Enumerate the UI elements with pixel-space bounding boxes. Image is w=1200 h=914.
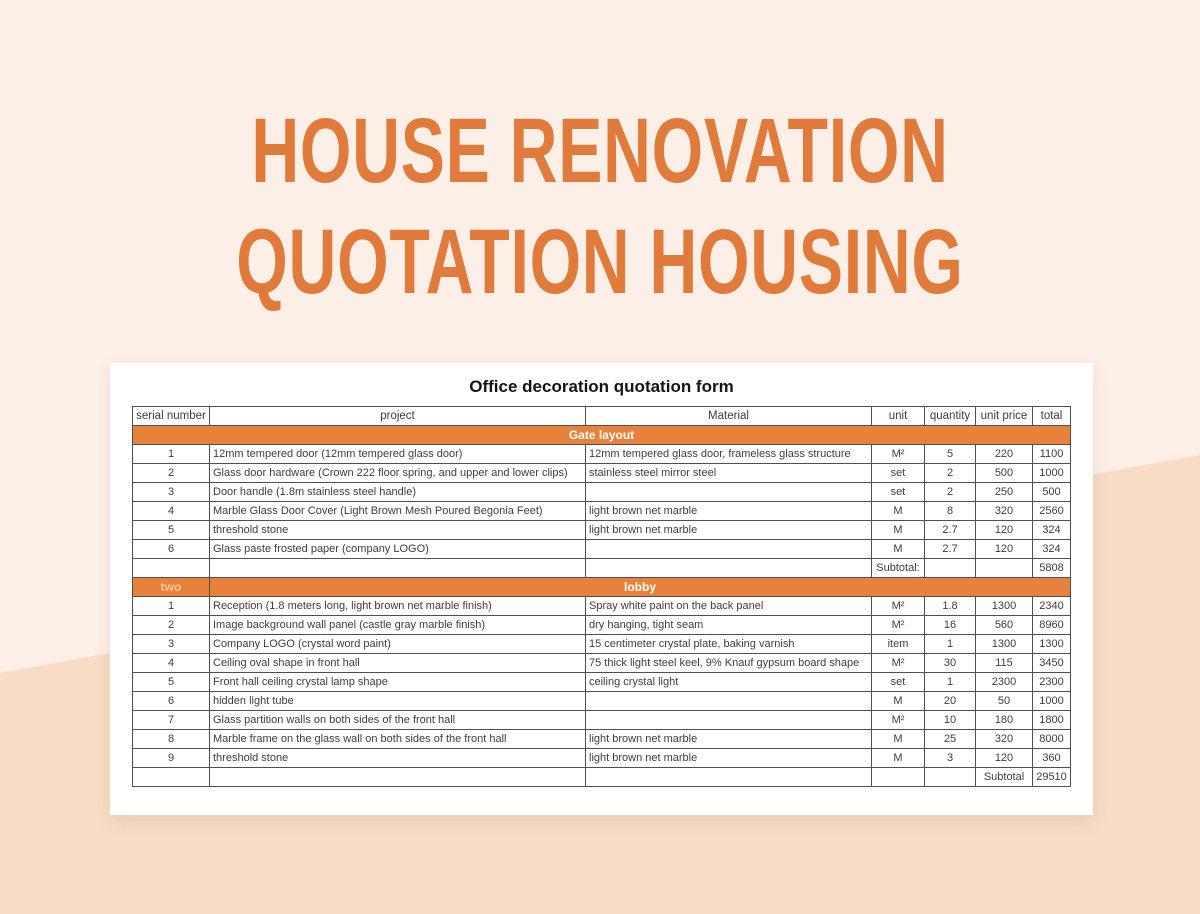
cell-qty <box>925 768 976 787</box>
item-row <box>133 502 1071 521</box>
cell-serial: 4 <box>133 502 210 521</box>
cell-total: 1100 <box>1033 445 1071 464</box>
cell-price: 320 <box>976 730 1033 749</box>
cell-price: 120 <box>976 521 1033 540</box>
cell-total: 2340 <box>1033 597 1071 616</box>
cell-total: 8960 <box>1033 616 1071 635</box>
cell-project <box>210 559 586 578</box>
cell-serial: 4 <box>133 654 210 673</box>
cell-project: threshold stone <box>210 749 586 768</box>
cell-total: 2560 <box>1033 502 1071 521</box>
cell-serial: 5 <box>133 521 210 540</box>
item-row <box>133 521 1071 540</box>
cell-material <box>586 692 872 711</box>
cell-qty: 3 <box>925 749 976 768</box>
cell-total: 500 <box>1033 483 1071 502</box>
table-header-row <box>133 407 1071 426</box>
cell-total: 1000 <box>1033 464 1071 483</box>
cell-project: Door handle (1.8m stainless steel handle) <box>210 483 586 502</box>
column-header-quantity: quantity <box>925 407 976 426</box>
column-header-unit: unit <box>872 407 925 426</box>
cell-material <box>586 559 872 578</box>
cell-material: Spray white paint on the back panel <box>586 597 872 616</box>
cell-material <box>586 711 872 730</box>
section-band-row <box>133 426 1071 445</box>
cell-unit: set <box>872 483 925 502</box>
page-title-line-2: QUOTATION HOUSING <box>236 211 964 313</box>
cell-price: 320 <box>976 502 1033 521</box>
cell-unit: M² <box>872 711 925 730</box>
subtotal-row <box>133 559 1071 578</box>
cell-serial: 1 <box>133 445 210 464</box>
cell-project: threshold stone <box>210 521 586 540</box>
item-row <box>133 597 1071 616</box>
cell-unit: M <box>872 521 925 540</box>
cell-material: 12mm tempered glass door, frameless glass structure <box>586 445 872 464</box>
cell-total: 29510 <box>1033 768 1071 787</box>
cell-material <box>586 540 872 559</box>
section-serial-label: two <box>133 578 210 597</box>
cell-material: light brown net marble <box>586 749 872 768</box>
cell-unit: M² <box>872 616 925 635</box>
cell-serial: 2 <box>133 464 210 483</box>
cell-unit: M <box>872 749 925 768</box>
cell-qty: 8 <box>925 502 976 521</box>
column-header-serial-number: serial number <box>133 407 210 426</box>
cell-serial: 3 <box>133 635 210 654</box>
cell-serial: 2 <box>133 616 210 635</box>
cell-qty: 1 <box>925 673 976 692</box>
cell-unit: M <box>872 730 925 749</box>
cell-price: 120 <box>976 540 1033 559</box>
item-row <box>133 616 1071 635</box>
cell-project: Glass paste frosted paper (company LOGO) <box>210 540 586 559</box>
cell-total: 360 <box>1033 749 1071 768</box>
item-row <box>133 711 1071 730</box>
quotation-card <box>110 363 1093 815</box>
cell-project: Front hall ceiling crystal lamp shape <box>210 673 586 692</box>
cell-price: 1300 <box>976 597 1033 616</box>
cell-price: 120 <box>976 749 1033 768</box>
cell-serial: 8 <box>133 730 210 749</box>
cell-qty: 16 <box>925 616 976 635</box>
section-title: Gate layout <box>133 426 1071 445</box>
page-title <box>0 0 1200 318</box>
cell-total: 2300 <box>1033 673 1071 692</box>
cell-qty: 25 <box>925 730 976 749</box>
subtotal-row <box>133 768 1071 787</box>
cell-total: 324 <box>1033 540 1071 559</box>
table-title: Office decoration quotation form <box>469 377 734 396</box>
cell-price: 220 <box>976 445 1033 464</box>
item-row <box>133 635 1071 654</box>
cell-total: 1800 <box>1033 711 1071 730</box>
cell-qty: 2.7 <box>925 521 976 540</box>
cell-material: stainless steel mirror steel <box>586 464 872 483</box>
cell-material: dry hanging, tight seam <box>586 616 872 635</box>
cell-project: Glass partition walls on both sides of the front hall <box>210 711 586 730</box>
cell-serial: 7 <box>133 711 210 730</box>
cell-price: 115 <box>976 654 1033 673</box>
cell-material <box>586 483 872 502</box>
cell-material <box>586 768 872 787</box>
cell-qty: 20 <box>925 692 976 711</box>
cell-project: Glass door hardware (Crown 222 floor spring, and upper and lower clips) <box>210 464 586 483</box>
cell-price: Subtotal <box>976 768 1033 787</box>
cell-serial: 6 <box>133 692 210 711</box>
cell-material: ceiling crystal light <box>586 673 872 692</box>
section-title: lobby <box>210 578 1071 597</box>
cell-material: light brown net marble <box>586 730 872 749</box>
item-row <box>133 464 1071 483</box>
cell-unit: M <box>872 692 925 711</box>
column-header-material: Material <box>586 407 872 426</box>
item-row <box>133 730 1071 749</box>
cell-qty: 5 <box>925 445 976 464</box>
cell-project: Marble frame on the glass wall on both sides of the front hall <box>210 730 586 749</box>
cell-material: light brown net marble <box>586 521 872 540</box>
cell-material: 75 thick light steel keel, 9% Knauf gypsum board shape <box>586 654 872 673</box>
cell-project: Ceiling oval shape in front hall <box>210 654 586 673</box>
cell-serial: 5 <box>133 673 210 692</box>
cell-unit: set <box>872 673 925 692</box>
cell-serial <box>133 559 210 578</box>
cell-unit: item <box>872 635 925 654</box>
cell-qty: 2 <box>925 483 976 502</box>
cell-project: hidden light tube <box>210 692 586 711</box>
cell-total: 1000 <box>1033 692 1071 711</box>
cell-price: 180 <box>976 711 1033 730</box>
cell-project: Image background wall panel (castle gray marble finish) <box>210 616 586 635</box>
cell-price: 1300 <box>976 635 1033 654</box>
column-header-unit-price: unit price <box>976 407 1033 426</box>
cell-project <box>210 768 586 787</box>
column-header-total: total <box>1033 407 1071 426</box>
cell-qty: 10 <box>925 711 976 730</box>
cell-material: 15 centimeter crystal plate, baking varnish <box>586 635 872 654</box>
item-row <box>133 654 1071 673</box>
cell-total: 324 <box>1033 521 1071 540</box>
cell-total: 8000 <box>1033 730 1071 749</box>
cell-serial: 1 <box>133 597 210 616</box>
item-row <box>133 673 1071 692</box>
cell-unit: M <box>872 540 925 559</box>
cell-price <box>976 559 1033 578</box>
cell-total: 5808 <box>1033 559 1071 578</box>
cell-qty: 1 <box>925 635 976 654</box>
item-row <box>133 540 1071 559</box>
cell-unit: M² <box>872 654 925 673</box>
page-title-line-1: HOUSE RENOVATION <box>251 100 949 202</box>
cell-price: 50 <box>976 692 1033 711</box>
quotation-table <box>132 406 1071 787</box>
cell-qty <box>925 559 976 578</box>
cell-price: 250 <box>976 483 1033 502</box>
cell-qty: 1.8 <box>925 597 976 616</box>
cell-unit: set <box>872 464 925 483</box>
item-row <box>133 692 1071 711</box>
cell-price: 560 <box>976 616 1033 635</box>
cell-serial: 3 <box>133 483 210 502</box>
item-row <box>133 749 1071 768</box>
cell-unit: M <box>872 502 925 521</box>
cell-total: 3450 <box>1033 654 1071 673</box>
cell-project: Reception (1.8 meters long, light brown net marble finish) <box>210 597 586 616</box>
cell-serial: 6 <box>133 540 210 559</box>
item-row <box>133 483 1071 502</box>
section-band-row <box>133 578 1071 597</box>
item-row <box>133 445 1071 464</box>
cell-qty: 30 <box>925 654 976 673</box>
cell-qty: 2 <box>925 464 976 483</box>
cell-project: Marble Glass Door Cover (Light Brown Mesh Poured Begonia Feet) <box>210 502 586 521</box>
cell-unit: M² <box>872 445 925 464</box>
cell-project: Company LOGO (crystal word paint) <box>210 635 586 654</box>
cell-price: 2300 <box>976 673 1033 692</box>
cell-serial: 9 <box>133 749 210 768</box>
cell-serial <box>133 768 210 787</box>
quotation-table-body <box>133 426 1071 787</box>
cell-project: 12mm tempered door (12mm tempered glass door) <box>210 445 586 464</box>
cell-total: 1300 <box>1033 635 1071 654</box>
cell-unit <box>872 768 925 787</box>
cell-qty: 2.7 <box>925 540 976 559</box>
cell-unit: M² <box>872 597 925 616</box>
cell-material: light brown net marble <box>586 502 872 521</box>
column-header-project: project <box>210 407 586 426</box>
cell-unit: Subtotal: <box>872 559 925 578</box>
cell-price: 500 <box>976 464 1033 483</box>
